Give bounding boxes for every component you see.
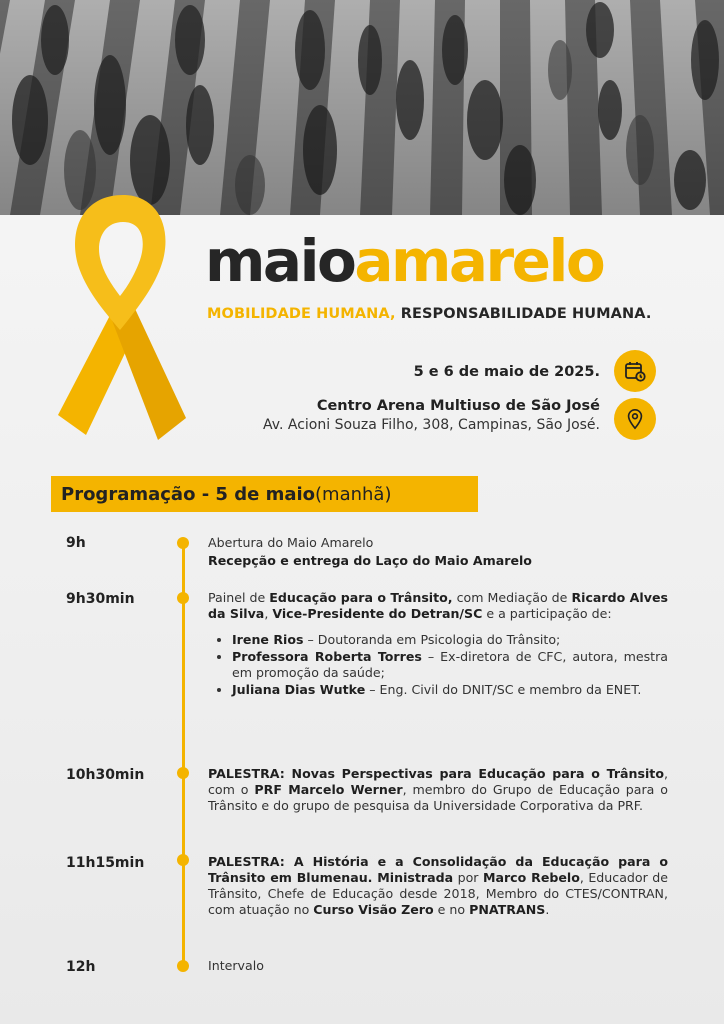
timeline-dot <box>177 592 189 604</box>
title-amarelo: amarelo <box>354 227 604 295</box>
program-item-talk-2 <box>208 854 668 918</box>
time-12h: 12h <box>66 959 96 975</box>
timeline-dot <box>177 960 189 972</box>
item-text: . <box>545 902 550 917</box>
yellow-ribbon-logo <box>48 190 198 445</box>
item-text-bold: Educação para o Trânsito, <box>269 590 453 605</box>
tagline <box>207 306 651 322</box>
item-text: Abertura do Maio Amarelo <box>208 535 374 550</box>
time-10h30: 10h30min <box>66 767 145 783</box>
timeline-line <box>182 542 185 967</box>
venue-name: Centro Arena Multiuso de São José <box>316 398 600 414</box>
venue-address: Av. Acioni Souza Filho, 308, Campinas, São José. <box>263 417 600 433</box>
program-heading-bold: Programação - 5 de maio <box>61 483 316 505</box>
event-date: 5 e 6 de maio de 2025. <box>413 364 600 380</box>
header-photo-crosswalk <box>0 0 724 215</box>
timeline-dot <box>177 537 189 549</box>
item-text-bold: Recepção e entrega do Laço do Maio Amarelo <box>208 553 532 568</box>
program-item-talk-1 <box>208 766 668 814</box>
program-heading-period: (manhã) <box>315 483 392 505</box>
map-pin-icon <box>614 398 656 440</box>
panelist-desc: – Doutoranda em Psicologia do Trânsito; <box>303 632 561 647</box>
item-text-bold: Vice-Presidente do Detran/SC <box>272 606 483 621</box>
item-text-bold: Curso Visão Zero <box>313 902 434 917</box>
item-text: , com o <box>208 766 668 797</box>
list-item <box>232 632 668 648</box>
event-title <box>205 227 604 295</box>
timeline-dot <box>177 854 189 866</box>
item-text-bold: PRF Marcelo Werner <box>254 782 403 797</box>
item-text: com Mediação de <box>452 590 572 605</box>
calendar-clock-icon <box>614 350 656 392</box>
program-item-break <box>208 958 668 974</box>
timeline-dot <box>177 767 189 779</box>
item-text-bold: PALESTRA: Novas Perspectivas para Educação para o Trânsito <box>208 766 664 781</box>
item-text-bold: PALESTRA: A História e a Consolidação da Educação para o Trânsito em Blumenau. Ministrada <box>208 854 668 885</box>
item-text-bold: Ricardo Alves da Silva <box>208 590 668 621</box>
program-item-panel <box>208 590 668 699</box>
item-text: Intervalo <box>208 958 264 973</box>
item-text-bold: Marco Rebelo <box>482 870 580 885</box>
panelist-desc: – Eng. Civil do DNIT/SC e membro da ENET. <box>365 682 642 697</box>
tagline-part2: RESPONSABILIDADE HUMANA. <box>395 306 652 322</box>
time-11h15: 11h15min <box>66 855 145 871</box>
list-item <box>232 649 668 681</box>
program-heading <box>51 476 478 512</box>
tagline-part1: MOBILIDADE HUMANA, <box>207 306 396 322</box>
panelist-desc: – Ex-diretora de CFC, autora, mestra em promoção da saúde; <box>232 649 668 680</box>
panelist-list <box>232 632 668 698</box>
panelist-name: Professora Roberta Torres <box>232 649 422 664</box>
item-text: e no <box>433 902 470 917</box>
title-maio: maio <box>205 227 355 295</box>
item-text: , membro do Grupo de Educação para o Trânsito e do grupo de pesquisa da Universidade Corporativa da PRF. <box>208 782 668 813</box>
item-text: por <box>453 870 483 885</box>
item-text: e a participação de: <box>482 606 612 621</box>
time-9h: 9h <box>66 535 86 551</box>
item-text: Painel de <box>208 590 270 605</box>
panelist-name: Irene Rios <box>232 632 304 647</box>
time-9h30: 9h30min <box>66 591 135 607</box>
item-text: , <box>264 606 273 621</box>
list-item <box>232 682 668 698</box>
item-text-bold: PNATRANS <box>469 902 546 917</box>
panelist-name: Juliana Dias Wutke <box>232 682 366 697</box>
item-text: , Educador de Trânsito, Chefe de Educação desde 2018, Membro do CTES/CONTRAN, com atuação no <box>208 870 668 917</box>
event-venue <box>263 398 600 433</box>
program-item-opening <box>208 535 668 569</box>
